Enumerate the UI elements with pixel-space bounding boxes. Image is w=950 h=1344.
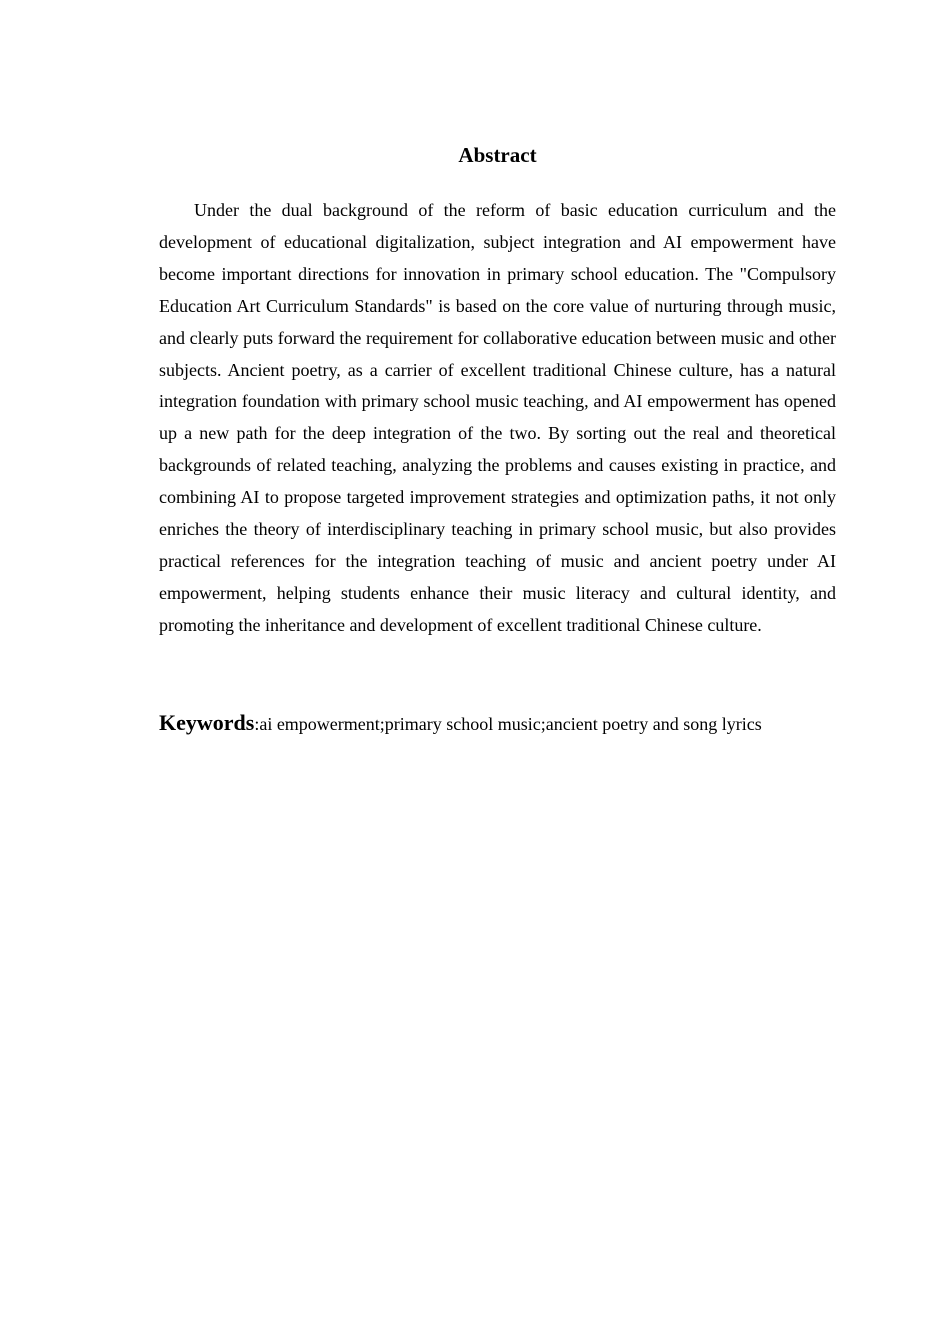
- keywords-label: Keywords: [159, 710, 255, 735]
- abstract-body: Under the dual background of the reform of basic education curriculum and the development of educational digitalization, subject integration and AI empowerment have become important directions for innovation in primary school education. The "Compulsory Education Art Curriculum Standards" is based on the core value of nurturing through music, and clearly puts forward the requirement for collaborative education between music and other subjects. Ancient poetry, as a carrier of excellent traditional Chinese culture, has a natural integration foundation with primary school music teaching, and AI empowerment has opened up a new path for the deep integration of the two. By sorting out the real and theoretical backgrounds of related teaching, analyzing the problems and causes existing in practice, and combining AI to propose targeted improvement strategies and optimization paths, it not only enriches the theory of interdisciplinary teaching in primary school music, but also provides practical references for the integration teaching of music and ancient poetry under AI empowerment, helping students enhance their music literacy and cultural identity, and promoting the inheritance and development of excellent traditional Chinese culture.: [159, 200, 836, 635]
- keywords-line: [159, 706, 836, 741]
- keywords-text: :ai empowerment;primary school music;ancient poetry and song lyrics: [254, 714, 762, 734]
- abstract-heading: Abstract: [458, 143, 537, 167]
